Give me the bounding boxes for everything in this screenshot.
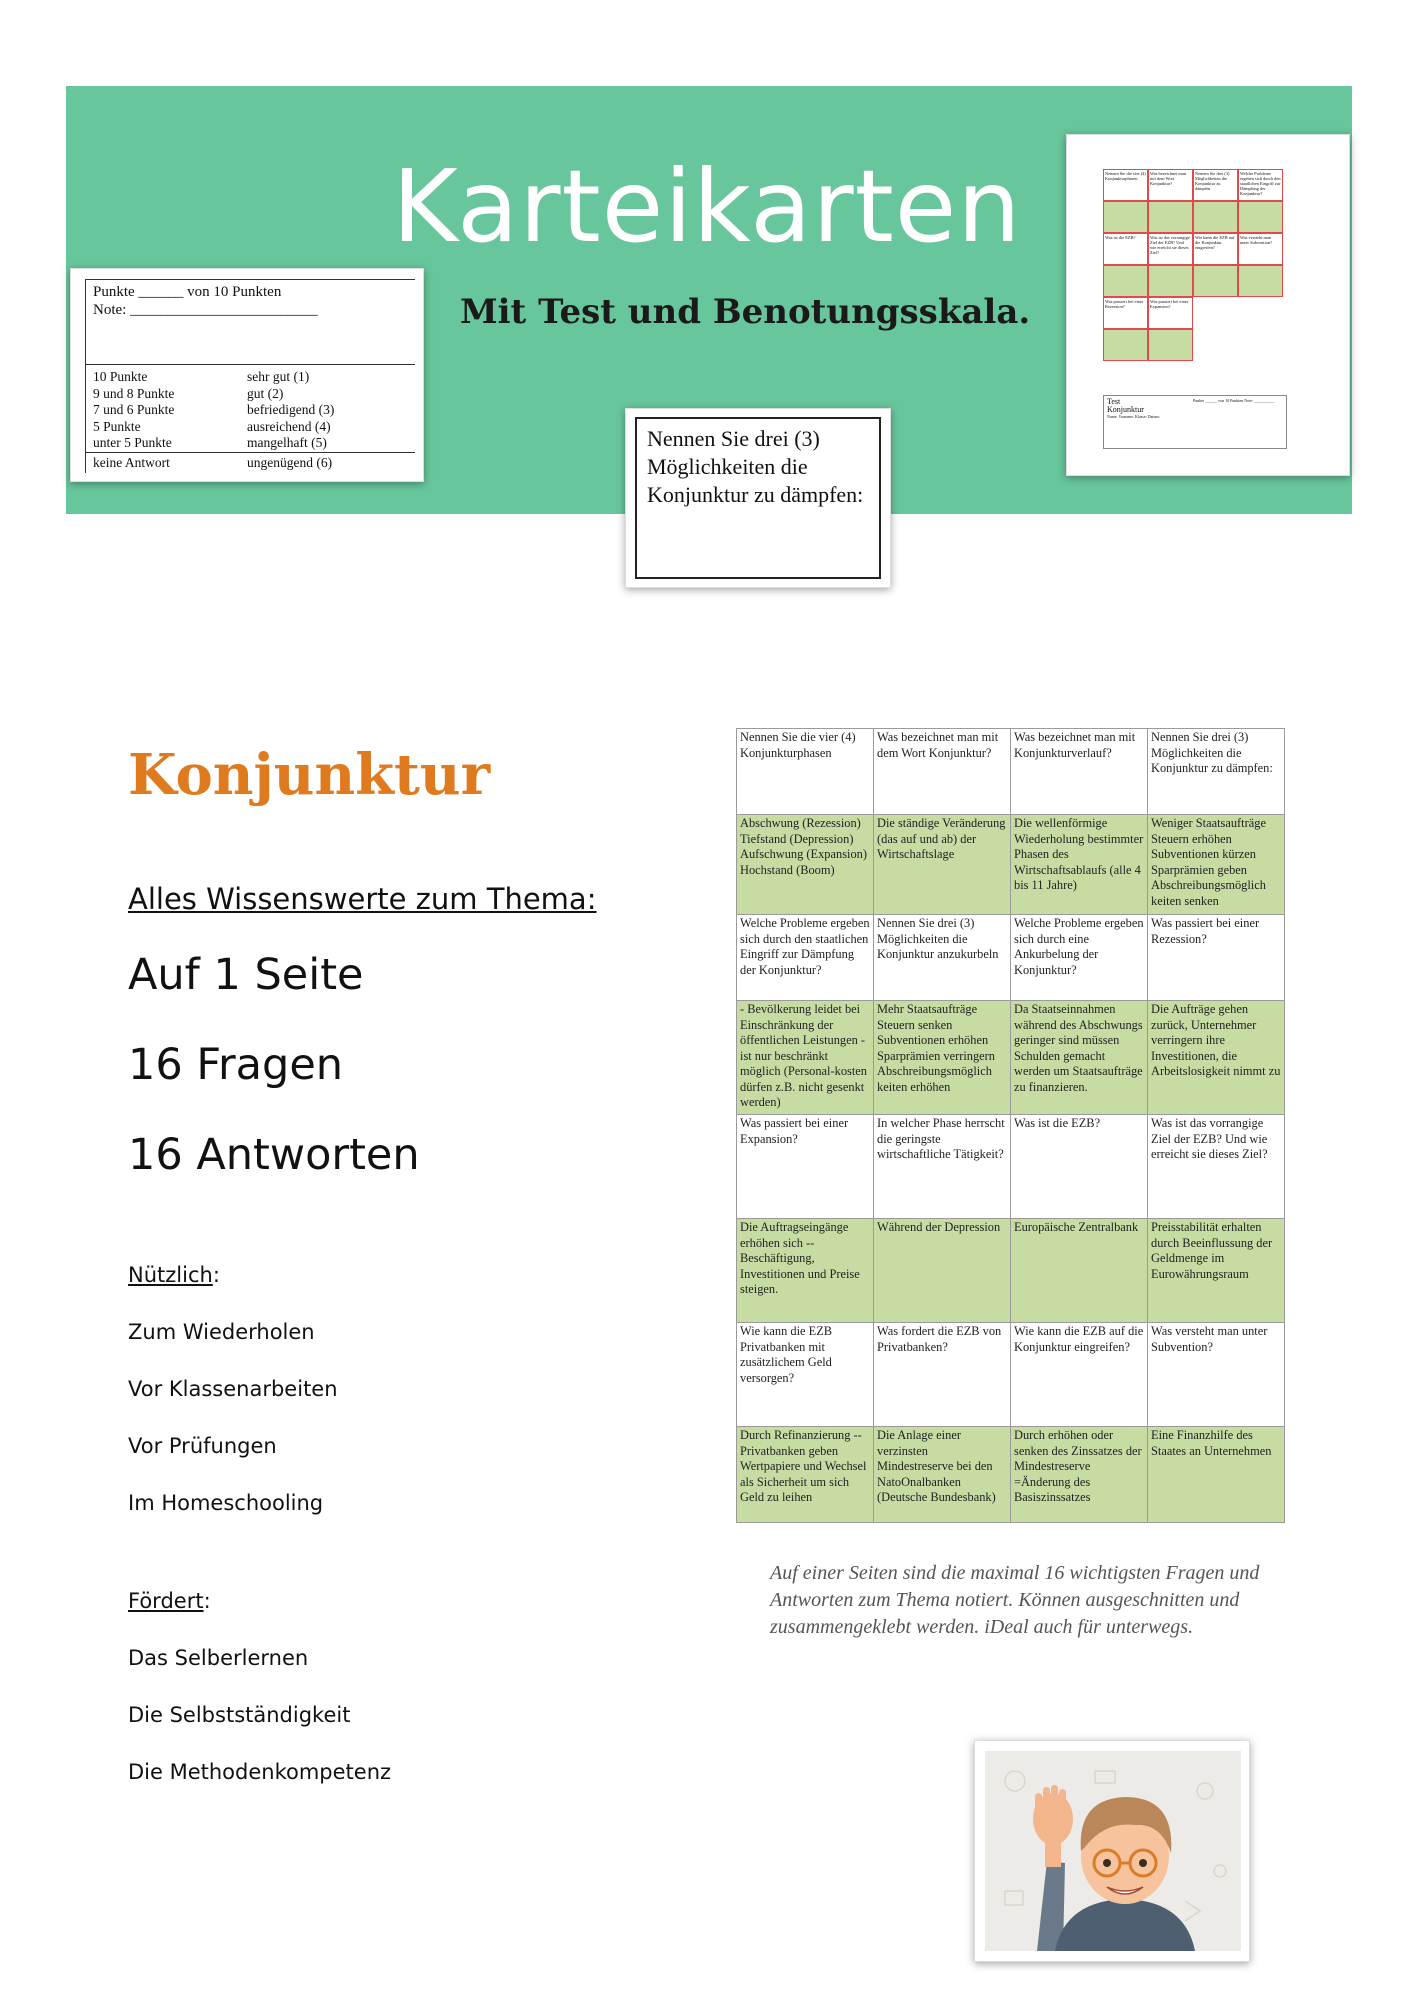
answer-cell: Mehr Staatsaufträge Steuern senken Subventionen erhöhen Sparprämien verringern Abschreibungsmöglich keiten erhöhen [874, 1001, 1011, 1115]
thumb-cell: Was ist das vorrangige Ziel der EZB? Und wie erreicht sie dieses Ziel? [1148, 233, 1193, 265]
question-cell: Wie kann die EZB Privatbanken mit zusätzlichem Geld versorgen? [737, 1323, 874, 1427]
answer-cell: Preisstabilität erhalten durch Beeinflussung der Geldmenge im Eurowährungsraum [1148, 1219, 1285, 1323]
answer-cell: Eine Finanzhilfe des Staates an Unternehmen [1148, 1427, 1285, 1523]
thumb-test-subject: Konjunktur [1107, 405, 1144, 414]
thumb-test-points: Punkte ______ von 10 Punkten Note: __________ [1193, 398, 1275, 403]
feature-answers: 16 Antworten [128, 1130, 420, 1180]
answer-cell: Die wellenförmige Wiederholung bestimmter Phasen des Wirtschaftsablaufs (alle 4 bis 11 Jahre) [1011, 815, 1148, 915]
thumb-cell: Was versteht man unter Subvention? [1238, 233, 1283, 265]
promotes-item: Die Methodenkompetenz [128, 1760, 392, 1784]
thumb-cell: Wie kann die EZB auf die Konjunktur eingreifen? [1193, 233, 1238, 265]
caption-text: Auf einer Seiten sind die maximal 16 wichtigsten Fragen und Antworten zum Thema notiert. Können ausgeschnitten und zusammengeklebt werden. iDeal auch für unterwegs. [770, 1562, 1260, 1638]
grading-card [70, 268, 424, 482]
thumb-cell: Welche Probleme ergeben sich durch den staatlichen Eingriff zur Dämpfung der Konjunktur? [1238, 169, 1283, 201]
thumb-cell: Nennen Sie drei (3) Möglichkeiten die Konjunktur zu dämpfen [1193, 169, 1238, 201]
answer-cell: - Bevölkerung leidet bei Einschränkung der öffentlichen Leistungen -ist nur beschränkt möglich (Personal-kosten dürfen z.B. nicht gesenkt werden) [737, 1001, 874, 1115]
answer-cell: Europäische Zentralbank [1011, 1219, 1148, 1323]
answer-cell: Weniger Staatsaufträge Steuern erhöhen Subventionen kürzen Sparprämien geben Abschreibungsmöglich keiten senken [1148, 815, 1285, 915]
question-cell: Nennen Sie drei (3) Möglichkeiten die Konjunktur anzukurbeln [874, 915, 1011, 1001]
question-row [737, 915, 1285, 1001]
thumbnail-grid [1103, 169, 1287, 361]
grading-scale-row: keine Antwort ungenügend (6) [93, 454, 333, 470]
answer-cell: Durch Refinanzierung -- Privatbanken geben Wertpapiere und Wechsel als Sicherheit um sich Geld zu leihen [737, 1427, 874, 1523]
useful-item: Zum Wiederholen [128, 1320, 315, 1344]
question-cell: Was passiert bei einer Expansion? [737, 1115, 874, 1219]
thumbnail-test-box [1103, 395, 1287, 449]
promotes-heading: Fördert: [128, 1589, 211, 1613]
thumb-cell [1238, 265, 1283, 297]
question-cell: Was ist die EZB? [1011, 1115, 1148, 1219]
question-cell: Was fordert die EZB von Privatbanken? [874, 1323, 1011, 1427]
question-cell: Was ist das vorrangige Ziel der EZB? Und wie erreicht sie dieses Ziel? [1148, 1115, 1285, 1219]
grading-scale-row: 10 Punkte sehr gut (1) [93, 369, 310, 384]
useful-item: Vor Klassenarbeiten [128, 1377, 338, 1401]
answer-cell: Die Auftragseingänge erhöhen sich -- Beschäftigung, Investitionen und Preise steigen. [737, 1219, 874, 1323]
thumbnail-card [1066, 134, 1350, 476]
answer-cell: Die Anlage einer verzinsten Mindestreserve bei den NatoOnalbanken (Deutsche Bundesbank) [874, 1427, 1011, 1523]
answer-cell: Da Staatseinnahmen während des Abschwungs geringer sind müssen Schulden gemacht werden um Staatsaufträge zu finanzieren. [1011, 1001, 1148, 1115]
flashcard-table [736, 728, 1285, 1523]
question-cell: Was versteht man unter Subvention? [1148, 1323, 1285, 1427]
question-cell: Nennen Sie die vier (4) Konjunkturphasen [737, 729, 874, 815]
page-subtitle: Mit Test und Benotungsskala. [460, 292, 1031, 332]
thumb-cell [1103, 329, 1148, 361]
promotes-item: Das Selberlernen [128, 1646, 309, 1670]
question-row [737, 1323, 1285, 1427]
topic-heading: Konjunktur [128, 742, 491, 808]
thumb-cell [1193, 201, 1238, 233]
answer-cell: Durch erhöhen oder senken des Zinssatzes der Mindestreserve =Änderung des Basiszinssatzes [1011, 1427, 1148, 1523]
grading-scale-row: 5 Punkte ausreichend (4) [93, 418, 331, 434]
useful-heading: Nützlich: [128, 1263, 220, 1287]
question-card-text: Nennen Sie drei (3) Möglichkeiten die Konjunktur zu dämpfen: [635, 417, 881, 579]
promotes-item: Die Selbstständigkeit [128, 1703, 351, 1727]
grading-scale-row: unter 5 Punkte mangelhaft (5) [93, 435, 327, 450]
thumb-cell [1148, 265, 1193, 297]
question-row [737, 1115, 1285, 1219]
thumb-cell [1193, 265, 1238, 297]
thumb-cell [1103, 201, 1148, 233]
answer-row [737, 815, 1285, 915]
note-line: Note: _________________________ [93, 302, 318, 318]
answer-cell: Abschwung (Rezession) Tiefstand (Depression) Aufschwung (Expansion) Hochstand (Boom) [737, 815, 874, 915]
question-cell: In welcher Phase herrscht die geringste wirtschaftliche Tätigkeit? [874, 1115, 1011, 1219]
question-cell: Was passiert bei einer Rezession? [1148, 915, 1285, 1001]
answer-row [737, 1427, 1285, 1523]
avatar-card [974, 1740, 1250, 1962]
grading-scale [93, 369, 334, 471]
answer-cell: Während der Depression [874, 1219, 1011, 1323]
grading-scale-row: 7 und 6 Punkte befriedigend (3) [93, 402, 335, 417]
question-cell: Nennen Sie drei (3) Möglichkeiten die Konjunktur zu dämpfen: [1148, 729, 1285, 815]
useful-item: Im Homeschooling [128, 1491, 324, 1515]
question-cell: Welche Probleme ergeben sich durch den staatlichen Eingriff zur Dämpfung der Konjunktur? [737, 915, 874, 1001]
question-cell: Was bezeichnet man mit dem Wort Konjunktur? [874, 729, 1011, 815]
question-cell: Was bezeichnet man mit Konjunkturverlauf? [1011, 729, 1148, 815]
question-row [737, 729, 1285, 815]
thumb-cell: Was passiert bei einer Rezession? [1103, 297, 1148, 329]
points-line: Punkte ______ von 10 Punkten [93, 284, 282, 300]
page-title: Karteikarten [392, 148, 1022, 265]
grading-scale-row: 9 und 8 Punkte gut (2) [93, 385, 284, 401]
thumb-cell [1103, 265, 1148, 297]
question-card [625, 408, 891, 588]
feature-one-page: Auf 1 Seite [128, 950, 364, 1000]
feature-questions: 16 Fragen [128, 1040, 344, 1090]
answer-cell: Die Aufträge gehen zurück, Unternehmer verringern ihre Investitionen, die Arbeitslosigkeit nimmt zu [1148, 1001, 1285, 1115]
answer-cell: Die ständige Veränderung (das auf und ab) der Wirtschaftslage [874, 815, 1011, 915]
thumb-cell [1238, 201, 1283, 233]
thumb-cell: Was passiert bei einer Expansion? [1148, 297, 1193, 329]
thumb-cell [1148, 201, 1193, 233]
answer-row [737, 1001, 1285, 1115]
avatar [985, 1751, 1241, 1951]
thumb-cell [1148, 329, 1193, 361]
thumb-cell: Was bezeichnet man mit dem Wort Konjunktur? [1148, 169, 1193, 201]
thumb-cell: Nennen Sie die vier (4) Konjunkturphasen [1103, 169, 1148, 201]
thumb-cell: Was ist die EZB? [1103, 233, 1148, 265]
thumb-test-fields: Name, Vorname: Klasse: Datum: [1107, 414, 1160, 419]
question-cell: Welche Probleme ergeben sich durch eine Ankurbelung der Konjunktur? [1011, 915, 1148, 1001]
useful-item: Vor Prüfungen [128, 1434, 277, 1458]
thumb-test-title: Test [1107, 397, 1121, 406]
question-cell: Wie kann die EZB auf die Konjunktur eingreifen? [1011, 1323, 1148, 1427]
lead-text: Alles Wissenswerte zum Thema: [128, 882, 597, 916]
answer-row [737, 1219, 1285, 1323]
